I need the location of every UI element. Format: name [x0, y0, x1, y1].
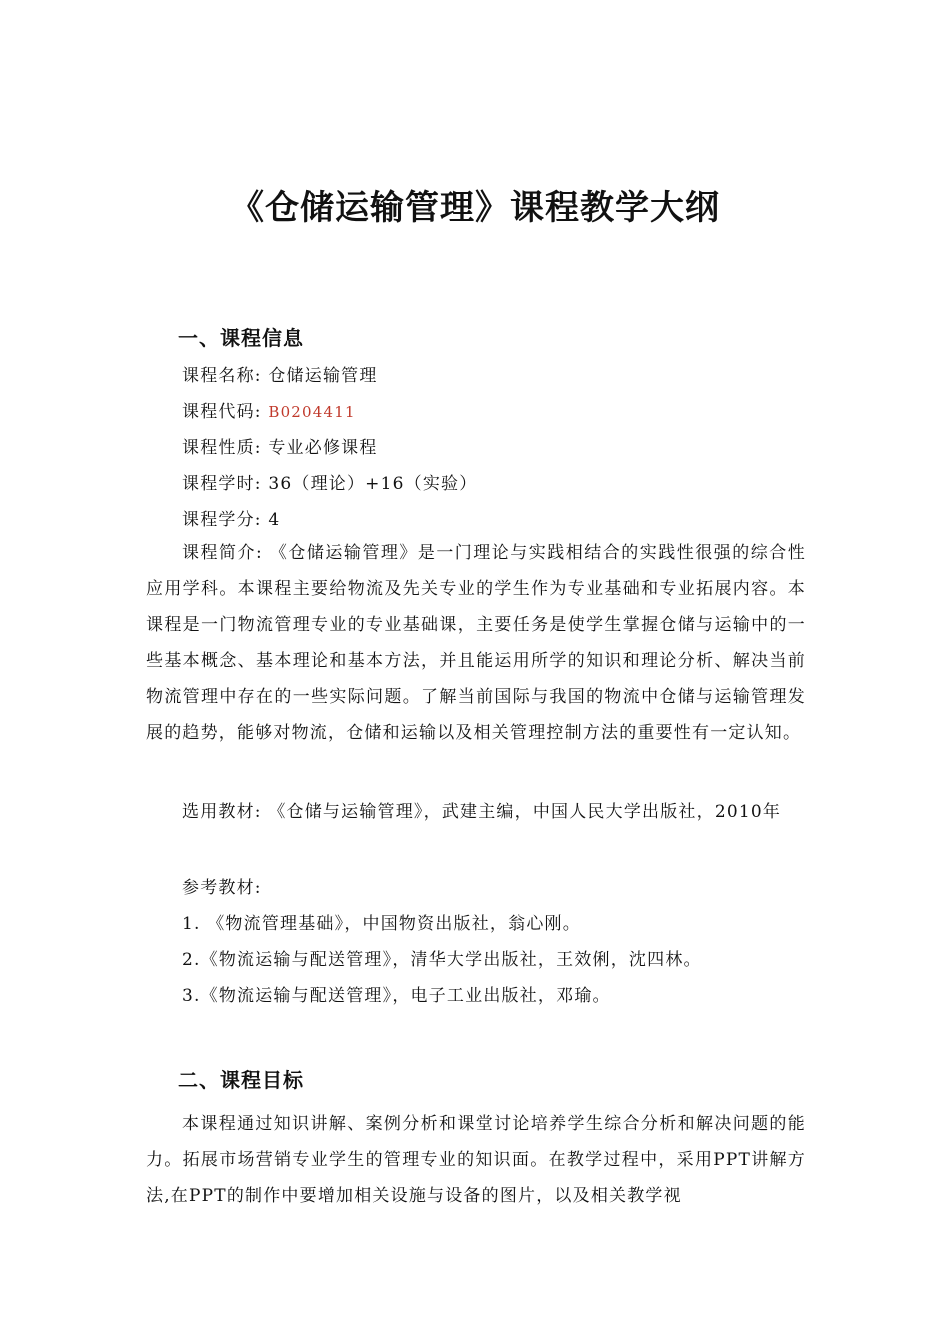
course-nature-line — [182, 433, 378, 458]
course-hours-line — [182, 469, 477, 494]
section-heading-course-info: 一、课程信息 — [178, 326, 304, 350]
course-nature-value: 专业必修课程 — [268, 438, 378, 458]
reference-item: 1. 《物流管理基础》，中国物资出版社，翁心刚。 — [182, 914, 581, 934]
course-credits-label: 课程学分: — [182, 510, 262, 530]
section-heading-course-goals: 二、课程目标 — [178, 1068, 304, 1092]
course-goals-paragraph: 本课程通过知识讲解、案例分析和课堂讨论培养学生综合分析和解决问题的能力。拓展市场营销专业学生的管理专业的知识面。在教学过程中，采用PPT讲解方法,在PPT的制作中要增加相关设施与设备的图片，以及相关教学视 — [146, 1114, 806, 1206]
course-credits-value: 4 — [268, 510, 281, 530]
reference-item: 2.《物流运输与配送管理》，清华大学出版社，王效俐，沈四林。 — [182, 950, 702, 970]
textbook-paragraph: 选用教材: 《仓储与运输管理》，武建主编，中国人民大学出版社，2010年 — [182, 802, 782, 822]
course-hours-value: 36（理论）+16（实验） — [268, 474, 478, 494]
document-title: 《仓储运输管理》课程教学大纲 — [230, 188, 720, 228]
course-code-line — [182, 397, 356, 422]
course-credits-line — [182, 505, 280, 530]
reference-item: 3.《物流运输与配送管理》，电子工业出版社，邓瑜。 — [182, 986, 611, 1006]
course-name-line — [182, 361, 378, 386]
course-name-label: 课程名称: — [182, 366, 262, 386]
course-hours-label: 课程学时: — [182, 474, 262, 494]
course-code-label: 课程代码: — [182, 402, 262, 422]
course-intro-paragraph: 课程简介: 《仓储运输管理》是一门理论与实践相结合的实践性很强的综合性应用学科。本课程主要给物流及先关专业的学生作为专业基础和专业拓展内容。本课程是一门物流管理专业的专业基础课，主要任务是使学生掌握仓储与运输中的一些基本概念、基本理论和基本方法，并且能运用所学的知识和理论分析、解决当前物流管理中存在的一些实际问题。了解当前国际与我国的物流中仓储与运输管理发展的趋势，能够对物流，仓储和运输以及相关管理控制方法的重要性有一定认知。 — [146, 543, 806, 743]
course-code-value: B0204411 — [268, 403, 356, 421]
course-name-value: 仓储运输管理 — [268, 366, 378, 386]
course-nature-label: 课程性质: — [182, 438, 262, 458]
references-label: 参考教材: — [182, 878, 262, 898]
